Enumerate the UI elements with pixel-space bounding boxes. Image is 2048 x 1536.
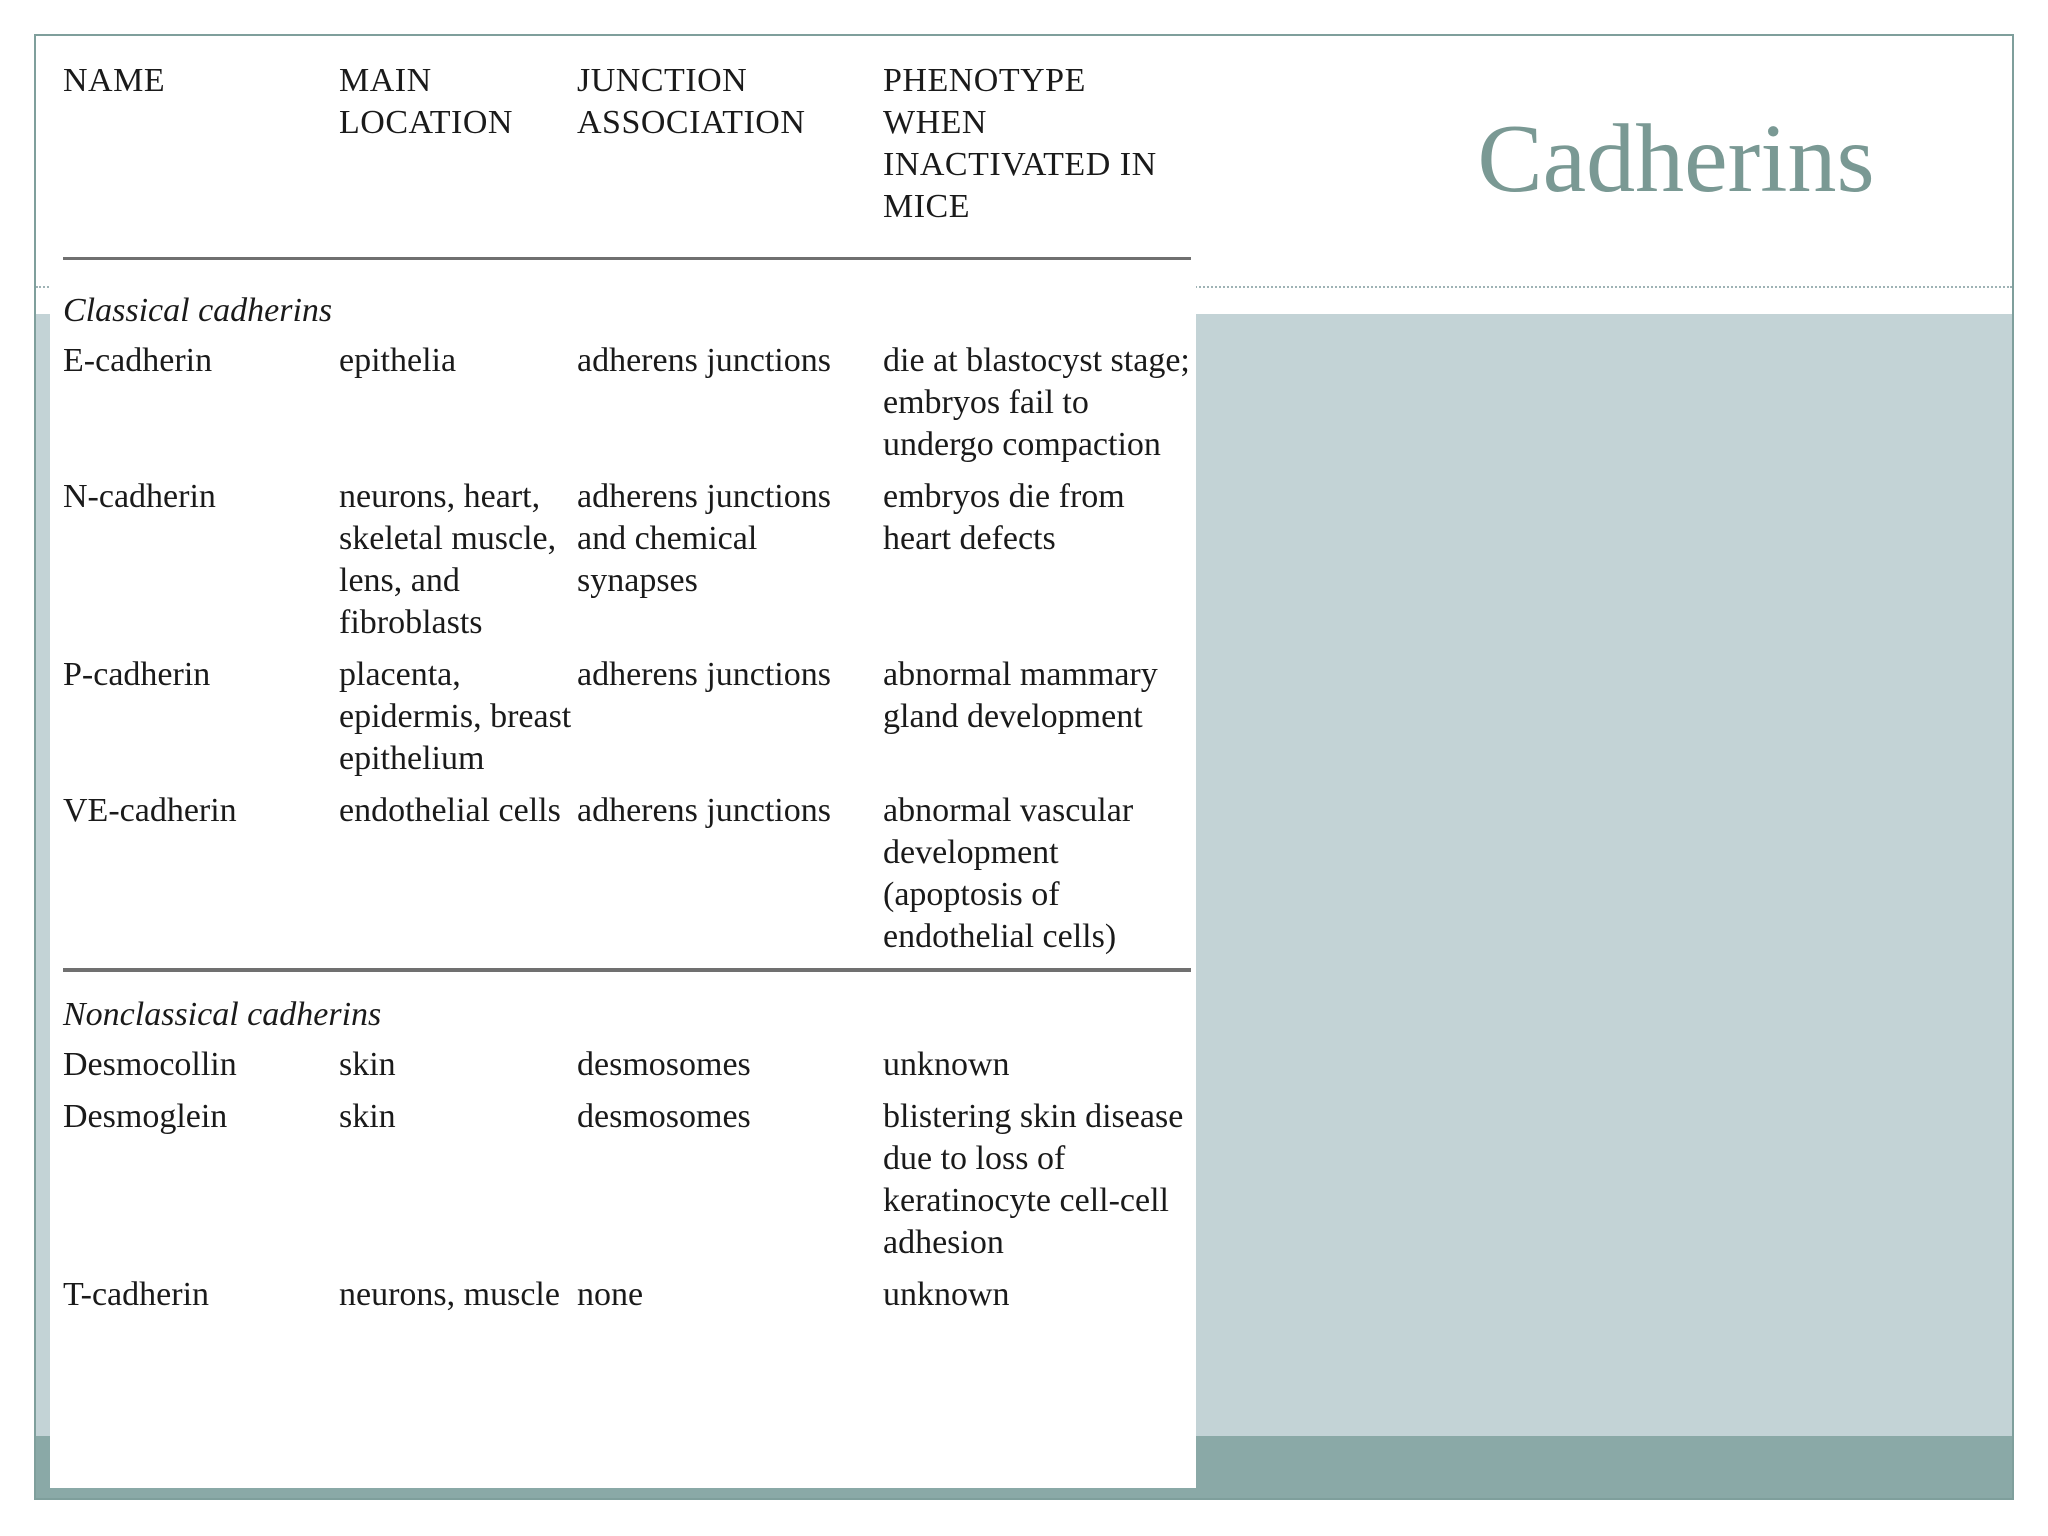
cell-junction: adherens junctions xyxy=(577,791,831,829)
cell-junction: adherens junctions xyxy=(577,341,831,379)
cell-name: N-cadherin xyxy=(63,477,216,515)
cell-phenotype: unknown xyxy=(883,1045,1010,1083)
cell-name: VE-cadherin xyxy=(63,791,237,829)
cell-location: endothelial cells xyxy=(339,791,561,829)
header-name: NAME xyxy=(63,60,339,258)
cell-junction: none xyxy=(577,1275,644,1313)
cell-phenotype: abnormal vascular development (apoptosis of endothelial cells) xyxy=(883,791,1134,955)
group-row-classical xyxy=(63,258,1191,340)
cell-name: Desmoglein xyxy=(63,1097,228,1135)
cadherin-table xyxy=(63,60,1191,1326)
cell-phenotype: blistering skin disease due to loss of keratinocyte cell-cell adhesion xyxy=(883,1097,1184,1261)
cell-junction: desmosomes xyxy=(577,1045,751,1083)
table-row xyxy=(63,340,1191,476)
cell-location: epithelia xyxy=(339,341,457,379)
cell-phenotype: abnormal mammary gland development xyxy=(883,655,1158,735)
table-row xyxy=(63,654,1191,790)
cell-location: placenta, epidermis, breast epithelium xyxy=(339,655,572,777)
table-row xyxy=(63,1274,1191,1326)
cell-name: E-cadherin xyxy=(63,341,213,379)
cell-location: neurons, muscle xyxy=(339,1275,560,1313)
cell-phenotype: embryos die from heart defects xyxy=(883,477,1125,557)
group-label: Classical cadherins xyxy=(63,291,333,329)
cell-name: P-cadherin xyxy=(63,655,211,693)
table-row xyxy=(63,1044,1191,1096)
table-header-row xyxy=(63,60,1191,258)
cadherin-table-image xyxy=(50,36,1196,1488)
slide-frame xyxy=(34,34,2014,1500)
cell-junction: adherens junctions xyxy=(577,655,831,693)
cell-phenotype: unknown xyxy=(883,1275,1010,1313)
cell-location: skin xyxy=(339,1045,396,1083)
group-label: Nonclassical cadherins xyxy=(63,970,1191,1044)
table-row xyxy=(63,790,1191,970)
cell-location: neurons, heart, skeletal muscle, lens, and fibroblasts xyxy=(339,477,557,641)
cell-location: skin xyxy=(339,1097,396,1135)
header-phenotype: PHENOTYPE WHEN INACTIVATED IN MICE xyxy=(883,60,1191,258)
table-row xyxy=(63,476,1191,654)
group-row-nonclassical xyxy=(63,970,1191,1044)
cell-junction: desmosomes xyxy=(577,1097,751,1135)
cell-name: T-cadherin xyxy=(63,1275,210,1313)
cell-phenotype: die at blastocyst stage; embryos fail to undergo compaction xyxy=(883,341,1190,463)
cell-name: Desmocollin xyxy=(63,1045,237,1083)
table-row xyxy=(63,1096,1191,1274)
header-junction-association: JUNCTION ASSOCIATION xyxy=(577,60,883,258)
cell-junction: adherens junctions and chemical synapses xyxy=(577,477,831,599)
slide-title: Cadherins xyxy=(1477,105,1875,213)
header-main-location: MAIN LOCATION xyxy=(339,60,577,258)
